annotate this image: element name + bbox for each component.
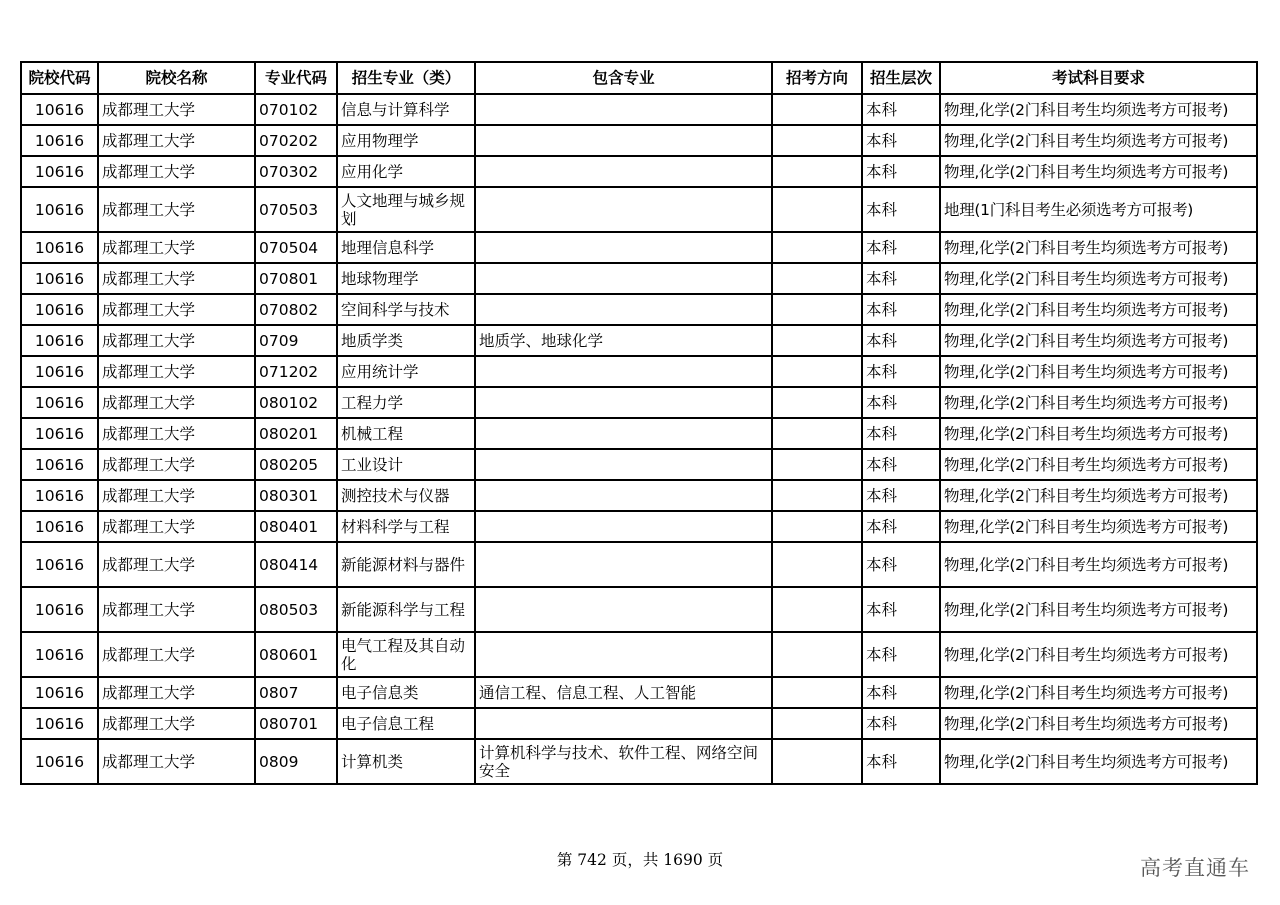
cell-major: 工业设计 — [337, 449, 475, 480]
cell-level: 本科 — [862, 387, 940, 418]
cell-direction — [772, 356, 862, 387]
cell-direction — [772, 294, 862, 325]
cell-major: 人文地理与城乡规划 — [337, 187, 475, 232]
cell-level: 本科 — [862, 94, 940, 125]
cell-direction — [772, 232, 862, 263]
cell-major-code: 080601 — [255, 632, 337, 677]
cell-school-code: 10616 — [21, 125, 98, 156]
cell-direction — [772, 263, 862, 294]
cell-major-code: 080701 — [255, 708, 337, 739]
cell-subject-requirement: 物理,化学(2门科目考生均须选考方可报考) — [940, 449, 1257, 480]
cell-major: 应用物理学 — [337, 125, 475, 156]
header-cell-level: 招生层次 — [862, 62, 940, 94]
cell-level: 本科 — [862, 542, 940, 587]
header-cell-subject-requirement: 考试科目要求 — [940, 62, 1257, 94]
cell-school-code: 10616 — [21, 356, 98, 387]
cell-major-code: 0809 — [255, 739, 337, 784]
cell-level: 本科 — [862, 708, 940, 739]
cell-school-name: 成都理工大学 — [98, 187, 255, 232]
cell-major: 新能源科学与工程 — [337, 587, 475, 632]
cell-major-code: 080201 — [255, 418, 337, 449]
cell-school-name: 成都理工大学 — [98, 677, 255, 708]
cell-level: 本科 — [862, 187, 940, 232]
cell-direction — [772, 449, 862, 480]
cell-major: 新能源材料与器件 — [337, 542, 475, 587]
header-cell-school-code: 院校代码 — [21, 62, 98, 94]
table-row — [21, 449, 1257, 480]
cell-subject-requirement: 物理,化学(2门科目考生均须选考方可报考) — [940, 94, 1257, 125]
cell-school-code: 10616 — [21, 677, 98, 708]
cell-major: 材料科学与工程 — [337, 511, 475, 542]
table-row — [21, 187, 1257, 232]
cell-major-code: 080401 — [255, 511, 337, 542]
cell-included-majors — [475, 587, 772, 632]
header-cell-included-majors: 包含专业 — [475, 62, 772, 94]
cell-major: 地质学类 — [337, 325, 475, 356]
header-cell-school-name: 院校名称 — [98, 62, 255, 94]
cell-direction — [772, 387, 862, 418]
cell-level: 本科 — [862, 587, 940, 632]
cell-direction — [772, 480, 862, 511]
table-row — [21, 263, 1257, 294]
cell-major-code: 070302 — [255, 156, 337, 187]
cell-included-majors — [475, 187, 772, 232]
cell-level: 本科 — [862, 480, 940, 511]
cell-level: 本科 — [862, 677, 940, 708]
cell-major: 测控技术与仪器 — [337, 480, 475, 511]
table-row — [21, 739, 1257, 784]
cell-school-name: 成都理工大学 — [98, 263, 255, 294]
cell-included-majors — [475, 356, 772, 387]
cell-school-name: 成都理工大学 — [98, 511, 255, 542]
cell-included-majors — [475, 294, 772, 325]
cell-included-majors — [475, 94, 772, 125]
cell-level: 本科 — [862, 418, 940, 449]
cell-school-name: 成都理工大学 — [98, 387, 255, 418]
table-row — [21, 511, 1257, 542]
watermark-text: 高考直通车 — [1140, 856, 1250, 880]
cell-level: 本科 — [862, 263, 940, 294]
cell-subject-requirement: 物理,化学(2门科目考生均须选考方可报考) — [940, 632, 1257, 677]
cell-subject-requirement: 物理,化学(2门科目考生均须选考方可报考) — [940, 418, 1257, 449]
cell-school-name: 成都理工大学 — [98, 632, 255, 677]
table-row — [21, 480, 1257, 511]
cell-school-name: 成都理工大学 — [98, 325, 255, 356]
cell-level: 本科 — [862, 511, 940, 542]
cell-included-majors — [475, 418, 772, 449]
cell-included-majors — [475, 125, 772, 156]
table-row — [21, 677, 1257, 708]
cell-school-code: 10616 — [21, 187, 98, 232]
header-cell-major: 招生专业（类） — [337, 62, 475, 94]
cell-major-code: 070802 — [255, 294, 337, 325]
cell-subject-requirement: 物理,化学(2门科目考生均须选考方可报考) — [940, 587, 1257, 632]
cell-level: 本科 — [862, 449, 940, 480]
cell-school-code: 10616 — [21, 94, 98, 125]
table-row — [21, 542, 1257, 587]
cell-school-code: 10616 — [21, 632, 98, 677]
cell-school-code: 10616 — [21, 587, 98, 632]
cell-school-code: 10616 — [21, 263, 98, 294]
cell-major: 应用统计学 — [337, 356, 475, 387]
cell-school-name: 成都理工大学 — [98, 542, 255, 587]
cell-school-name: 成都理工大学 — [98, 739, 255, 784]
cell-major-code: 070503 — [255, 187, 337, 232]
cell-direction — [772, 542, 862, 587]
cell-school-code: 10616 — [21, 325, 98, 356]
cell-school-code: 10616 — [21, 294, 98, 325]
cell-included-majors — [475, 511, 772, 542]
cell-direction — [772, 125, 862, 156]
table-row — [21, 418, 1257, 449]
cell-direction — [772, 511, 862, 542]
cell-major-code: 070102 — [255, 94, 337, 125]
cell-subject-requirement: 物理,化学(2门科目考生均须选考方可报考) — [940, 232, 1257, 263]
cell-major-code: 070504 — [255, 232, 337, 263]
table-row — [21, 325, 1257, 356]
admissions-table — [20, 61, 1258, 785]
cell-direction — [772, 94, 862, 125]
cell-direction — [772, 418, 862, 449]
cell-school-code: 10616 — [21, 480, 98, 511]
table-row — [21, 294, 1257, 325]
cell-school-name: 成都理工大学 — [98, 294, 255, 325]
cell-direction — [772, 677, 862, 708]
cell-school-name: 成都理工大学 — [98, 587, 255, 632]
cell-major: 地理信息科学 — [337, 232, 475, 263]
cell-school-code: 10616 — [21, 511, 98, 542]
cell-direction — [772, 708, 862, 739]
cell-included-majors — [475, 480, 772, 511]
cell-school-code: 10616 — [21, 387, 98, 418]
cell-school-code: 10616 — [21, 418, 98, 449]
cell-major: 计算机类 — [337, 739, 475, 784]
cell-included-majors — [475, 708, 772, 739]
table-row — [21, 356, 1257, 387]
cell-direction — [772, 587, 862, 632]
cell-subject-requirement: 物理,化学(2门科目考生均须选考方可报考) — [940, 125, 1257, 156]
cell-school-code: 10616 — [21, 232, 98, 263]
cell-major-code: 071202 — [255, 356, 337, 387]
cell-major-code: 070801 — [255, 263, 337, 294]
cell-major: 电气工程及其自动化 — [337, 632, 475, 677]
cell-subject-requirement: 物理,化学(2门科目考生均须选考方可报考) — [940, 156, 1257, 187]
cell-level: 本科 — [862, 294, 940, 325]
cell-major-code: 080414 — [255, 542, 337, 587]
cell-school-name: 成都理工大学 — [98, 480, 255, 511]
cell-major: 机械工程 — [337, 418, 475, 449]
cell-included-majors — [475, 387, 772, 418]
cell-major: 空间科学与技术 — [337, 294, 475, 325]
header-cell-major-code: 专业代码 — [255, 62, 337, 94]
cell-school-name: 成都理工大学 — [98, 232, 255, 263]
cell-school-name: 成都理工大学 — [98, 356, 255, 387]
cell-included-majors — [475, 232, 772, 263]
cell-subject-requirement: 物理,化学(2门科目考生均须选考方可报考) — [940, 356, 1257, 387]
cell-subject-requirement: 物理,化学(2门科目考生均须选考方可报考) — [940, 263, 1257, 294]
cell-level: 本科 — [862, 325, 940, 356]
cell-school-code: 10616 — [21, 449, 98, 480]
header-cell-direction: 招考方向 — [772, 62, 862, 94]
cell-direction — [772, 325, 862, 356]
cell-major: 应用化学 — [337, 156, 475, 187]
cell-school-name: 成都理工大学 — [98, 708, 255, 739]
cell-school-code: 10616 — [21, 156, 98, 187]
cell-major-code: 080102 — [255, 387, 337, 418]
cell-direction — [772, 739, 862, 784]
cell-school-code: 10616 — [21, 708, 98, 739]
cell-direction — [772, 156, 862, 187]
table-row — [21, 125, 1257, 156]
table-row — [21, 387, 1257, 418]
cell-school-name: 成都理工大学 — [98, 94, 255, 125]
cell-major: 地球物理学 — [337, 263, 475, 294]
cell-school-name: 成都理工大学 — [98, 125, 255, 156]
cell-subject-requirement: 物理,化学(2门科目考生均须选考方可报考) — [940, 542, 1257, 587]
cell-school-name: 成都理工大学 — [98, 418, 255, 449]
cell-subject-requirement: 物理,化学(2门科目考生均须选考方可报考) — [940, 708, 1257, 739]
cell-included-majors — [475, 156, 772, 187]
table-row — [21, 632, 1257, 677]
cell-subject-requirement: 物理,化学(2门科目考生均须选考方可报考) — [940, 325, 1257, 356]
cell-major-code: 080205 — [255, 449, 337, 480]
table-row — [21, 94, 1257, 125]
table-row — [21, 587, 1257, 632]
cell-major-code: 0709 — [255, 325, 337, 356]
cell-subject-requirement: 地理(1门科目考生必须选考方可报考) — [940, 187, 1257, 232]
cell-direction — [772, 187, 862, 232]
table-row — [21, 232, 1257, 263]
page-number: 第 742 页，共 1690 页 — [556, 851, 724, 869]
cell-level: 本科 — [862, 125, 940, 156]
cell-level: 本科 — [862, 356, 940, 387]
cell-subject-requirement: 物理,化学(2门科目考生均须选考方可报考) — [940, 739, 1257, 784]
table-row — [21, 708, 1257, 739]
cell-school-name: 成都理工大学 — [98, 449, 255, 480]
cell-school-code: 10616 — [21, 542, 98, 587]
cell-included-majors — [475, 449, 772, 480]
cell-included-majors: 地质学、地球化学 — [475, 325, 772, 356]
cell-major: 工程力学 — [337, 387, 475, 418]
cell-major-code: 070202 — [255, 125, 337, 156]
cell-major: 电子信息工程 — [337, 708, 475, 739]
cell-included-majors — [475, 632, 772, 677]
cell-included-majors — [475, 542, 772, 587]
header-row — [21, 62, 1257, 94]
cell-subject-requirement: 物理,化学(2门科目考生均须选考方可报考) — [940, 387, 1257, 418]
cell-level: 本科 — [862, 232, 940, 263]
cell-level: 本科 — [862, 632, 940, 677]
cell-direction — [772, 632, 862, 677]
cell-major-code: 0807 — [255, 677, 337, 708]
cell-subject-requirement: 物理,化学(2门科目考生均须选考方可报考) — [940, 511, 1257, 542]
cell-level: 本科 — [862, 156, 940, 187]
cell-level: 本科 — [862, 739, 940, 784]
cell-school-code: 10616 — [21, 739, 98, 784]
cell-major: 信息与计算科学 — [337, 94, 475, 125]
cell-major: 电子信息类 — [337, 677, 475, 708]
table-row — [21, 156, 1257, 187]
cell-subject-requirement: 物理,化学(2门科目考生均须选考方可报考) — [940, 480, 1257, 511]
cell-included-majors: 计算机科学与技术、软件工程、网络空间安全 — [475, 739, 772, 784]
cell-subject-requirement: 物理,化学(2门科目考生均须选考方可报考) — [940, 294, 1257, 325]
cell-school-name: 成都理工大学 — [98, 156, 255, 187]
cell-subject-requirement: 物理,化学(2门科目考生均须选考方可报考) — [940, 677, 1257, 708]
cell-included-majors — [475, 263, 772, 294]
cell-major-code: 080301 — [255, 480, 337, 511]
cell-included-majors: 通信工程、信息工程、人工智能 — [475, 677, 772, 708]
cell-major-code: 080503 — [255, 587, 337, 632]
